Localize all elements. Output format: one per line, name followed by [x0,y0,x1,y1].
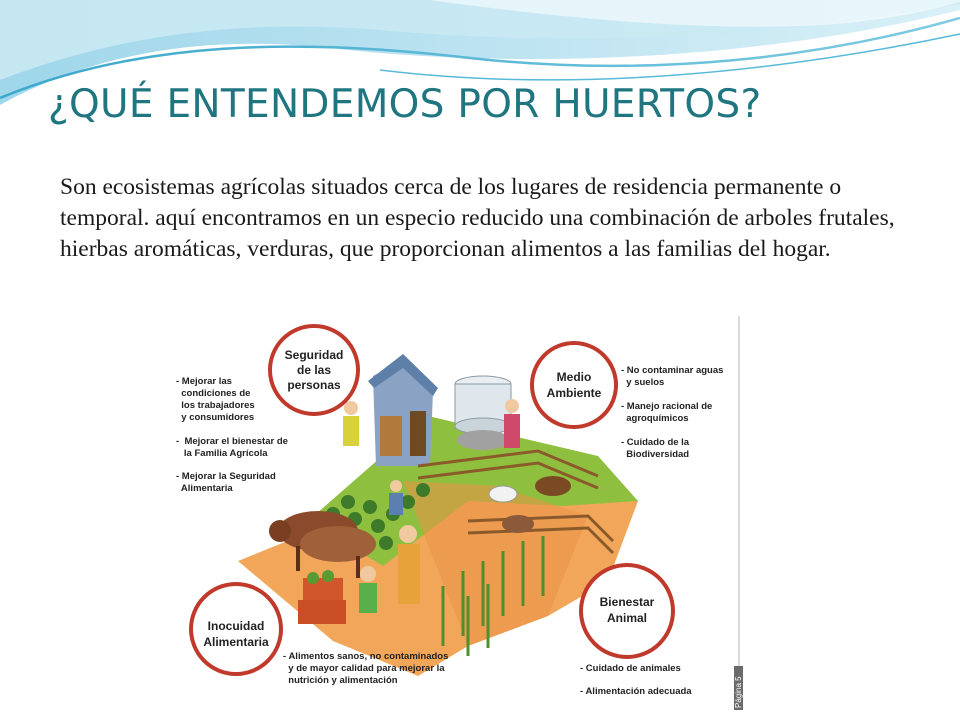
circle-ambiente-line2: Ambiente [546,386,602,400]
circle-ambiente-line1: Medio [556,370,592,384]
slide-body-text: Son ecosistemas agrícolas situados cerca de los lugares de residencia permanente o temporal. aquí encontramos en un especio reducido una combinación de arboles frutales, hierbas aromáticas, verduras, que proporcionan alimentos a las familias del hogar. [60,174,895,262]
circle-bienestar-animal [581,565,673,657]
crates-illustration [298,570,346,624]
notes-personas: - Mejorar las condiciones de los trabajadores y consumidores - Mejorar el bienestar de la Familia Agrícola - Mejorar la Seguridad Alimentaria [176,376,288,494]
circle-personas-line1: Seguridad [284,348,344,362]
circle-bienestar-line2: Animal [606,611,648,625]
circle-bienestar-line1: Bienestar [599,595,655,609]
circle-inocuidad-line1: Inocuidad [207,619,265,633]
circle-personas-line3: personas [287,378,341,392]
notes-ambiente: - No contaminar aguas y suelos - Manejo racional de agroquímicos - Cuidado de la Biodiversidad [621,365,724,460]
huerto-illustration [168,316,743,716]
slide-title: ¿QUÉ ENTENDEMOS POR HUERTOS? [48,82,762,127]
notes-inocuidad: - Alimentos sanos, no contaminados y de mayor calidad para mejorar la nutrición y alimentación [283,651,449,686]
circle-inocuidad-alimentaria [191,584,281,674]
circle-seguridad-personas [270,326,358,414]
water-tank-illustration [455,376,511,450]
circle-inocuidad-line2: Alimentaria [203,635,269,649]
circle-medio-ambiente [532,343,616,427]
notes-bienestar: - Cuidado de animales - Alimentación adecuada [580,663,692,697]
circle-personas-line2: de las [296,363,332,377]
page-tab-label: Página 5 [734,676,743,708]
